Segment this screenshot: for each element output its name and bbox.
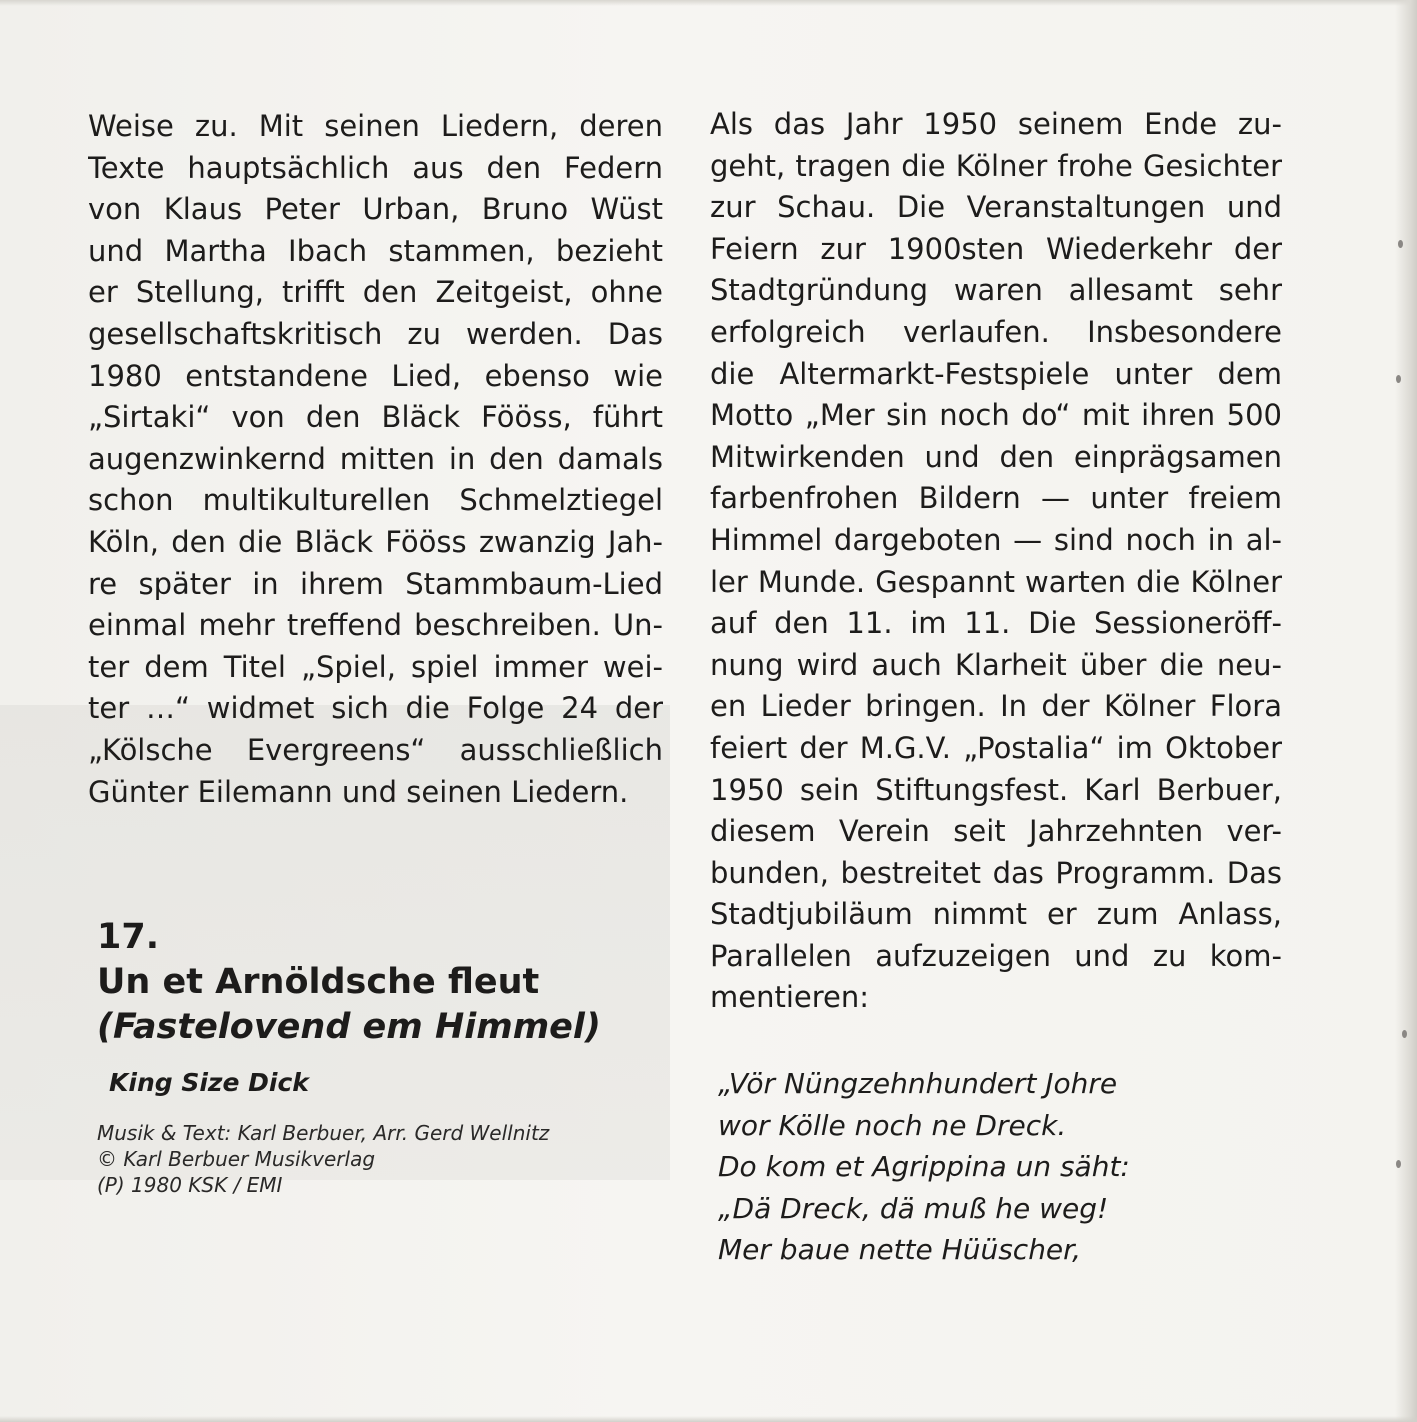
right-line: feiert der M.G.V. „Postalia“ im Oktober [710, 730, 1282, 765]
left-line: re später in ihrem Stammbaum-Lied [88, 566, 663, 601]
left-line: schon multikulturellen Schmelztiegel [88, 483, 663, 518]
right-line: Motto „Mer sin noch do“ mit ihren 500 [710, 398, 1282, 433]
right-line: en Lieder bringen. In der Kölner Flora [710, 689, 1282, 724]
paper-speck [1398, 240, 1403, 248]
right-line: auf den 11. im 11. Die Sessioneröff- [710, 606, 1282, 641]
paper-speck [1396, 1160, 1401, 1168]
right-line: 1950 sein Stiftungsfest. Karl Berbuer, [710, 772, 1282, 807]
right-line: Mitwirkenden und den einprägsamen [710, 439, 1282, 474]
left-line: ter …“ widmet sich die Folge 24 der [88, 691, 663, 726]
left-line: Weise zu. Mit seinen Liedern, deren [88, 109, 663, 143]
left-line: Günter Eilemann und seinen Liedern. [88, 774, 629, 809]
left-line: ter dem Titel „Spiel, spiel immer wei- [88, 649, 663, 684]
left-line: 1980 entstandene Lied, ebenso wie [88, 358, 663, 393]
left-column-text [88, 106, 663, 813]
right-line: Als das Jahr 1950 seinem Ende zu- [710, 107, 1282, 141]
right-line: erfolgreich verlaufen. Insbesondere [710, 314, 1282, 349]
right-column-text [710, 104, 1282, 1019]
song-entry [97, 915, 667, 1198]
left-line: gesellschaftskritisch zu werden. Das [88, 316, 663, 351]
right-line: Stadtgründung waren allesamt sehr [710, 273, 1282, 308]
song-number: 17. [97, 917, 160, 957]
verse-line: Do kom et Agrippina un säht: [718, 1150, 1130, 1184]
right-line: nung wird auch Klarheit über die neu- [710, 647, 1282, 682]
left-line: er Stellung, trifft den Zeitgeist, ohne [88, 275, 663, 310]
paper-speck [1402, 1030, 1407, 1038]
song-credits [97, 1120, 667, 1198]
right-line: Himmel dargeboten — sind noch in al- [710, 522, 1282, 557]
credit-line: Musik & Text: Karl Berbuer, Arr. Gerd Wellnitz [97, 1121, 550, 1145]
left-line: von Klaus Peter Urban, Bruno Wüst [88, 192, 663, 227]
right-line: farbenfrohen Bildern — unter freiem [710, 481, 1282, 516]
right-line: geht, tragen die Kölner frohe Gesichter [710, 148, 1282, 183]
page-right-edge-shadow [1395, 0, 1417, 1422]
song-subtitle: (Fastelovend em Himmel) [97, 1007, 601, 1047]
paper-speck [1396, 375, 1401, 383]
verse-line: „Vör Nüngzehnhundert Johre [718, 1067, 1118, 1100]
song-title: Un et Arnöldsche fleut [97, 962, 540, 1002]
left-line: und Martha Ibach stammen, bezieht [88, 233, 663, 268]
left-line: Texte hauptsächlich aus den Federn [88, 150, 663, 185]
right-line: diesem Verein seit Jahrzehnten ver- [710, 814, 1282, 849]
right-line: Parallelen aufzuzeigen und zu kom- [710, 938, 1282, 973]
verse-line: „Dä Dreck, dä muß he weg! [718, 1191, 1109, 1225]
left-line: augenzwinkernd mitten in den damals [88, 441, 663, 476]
right-line: mentieren: [710, 980, 870, 1015]
verse-line: Mer baue nette Hüüscher, [718, 1233, 1082, 1267]
right-line: ler Munde. Gespannt warten die Kölner [710, 564, 1282, 599]
left-line: Köln, den die Bläck Fööss zwanzig Jah- [88, 524, 663, 559]
verse-line: wor Kölle noch ne Dreck. [718, 1108, 1067, 1142]
right-line: zur Schau. Die Veranstaltungen und [710, 190, 1282, 225]
page-top-edge [0, 0, 1417, 6]
left-line: „Kölsche Evergreens“ ausschließlich [88, 732, 663, 767]
right-line: Stadtjubiläum nimmt er zum Anlass, [710, 897, 1282, 932]
right-line: Feiern zur 1900sten Wiederkehr der [710, 231, 1282, 266]
song-artist: King Size Dick [109, 1068, 309, 1097]
page-bottom-edge [0, 1416, 1417, 1422]
credit-line: (P) 1980 KSK / EMI [97, 1173, 283, 1197]
left-line: „Sirtaki“ von den Bläck Fööss, führt [88, 400, 663, 435]
right-line: bunden, bestreitet das Programm. Das [710, 855, 1282, 890]
lyrics-verse [718, 1063, 1130, 1271]
credit-line: © Karl Berbuer Musikverlag [97, 1147, 376, 1171]
left-line: einmal mehr treffend beschreiben. Un- [88, 608, 663, 643]
right-line: die Altermarkt-Festspiele unter dem [710, 356, 1282, 391]
